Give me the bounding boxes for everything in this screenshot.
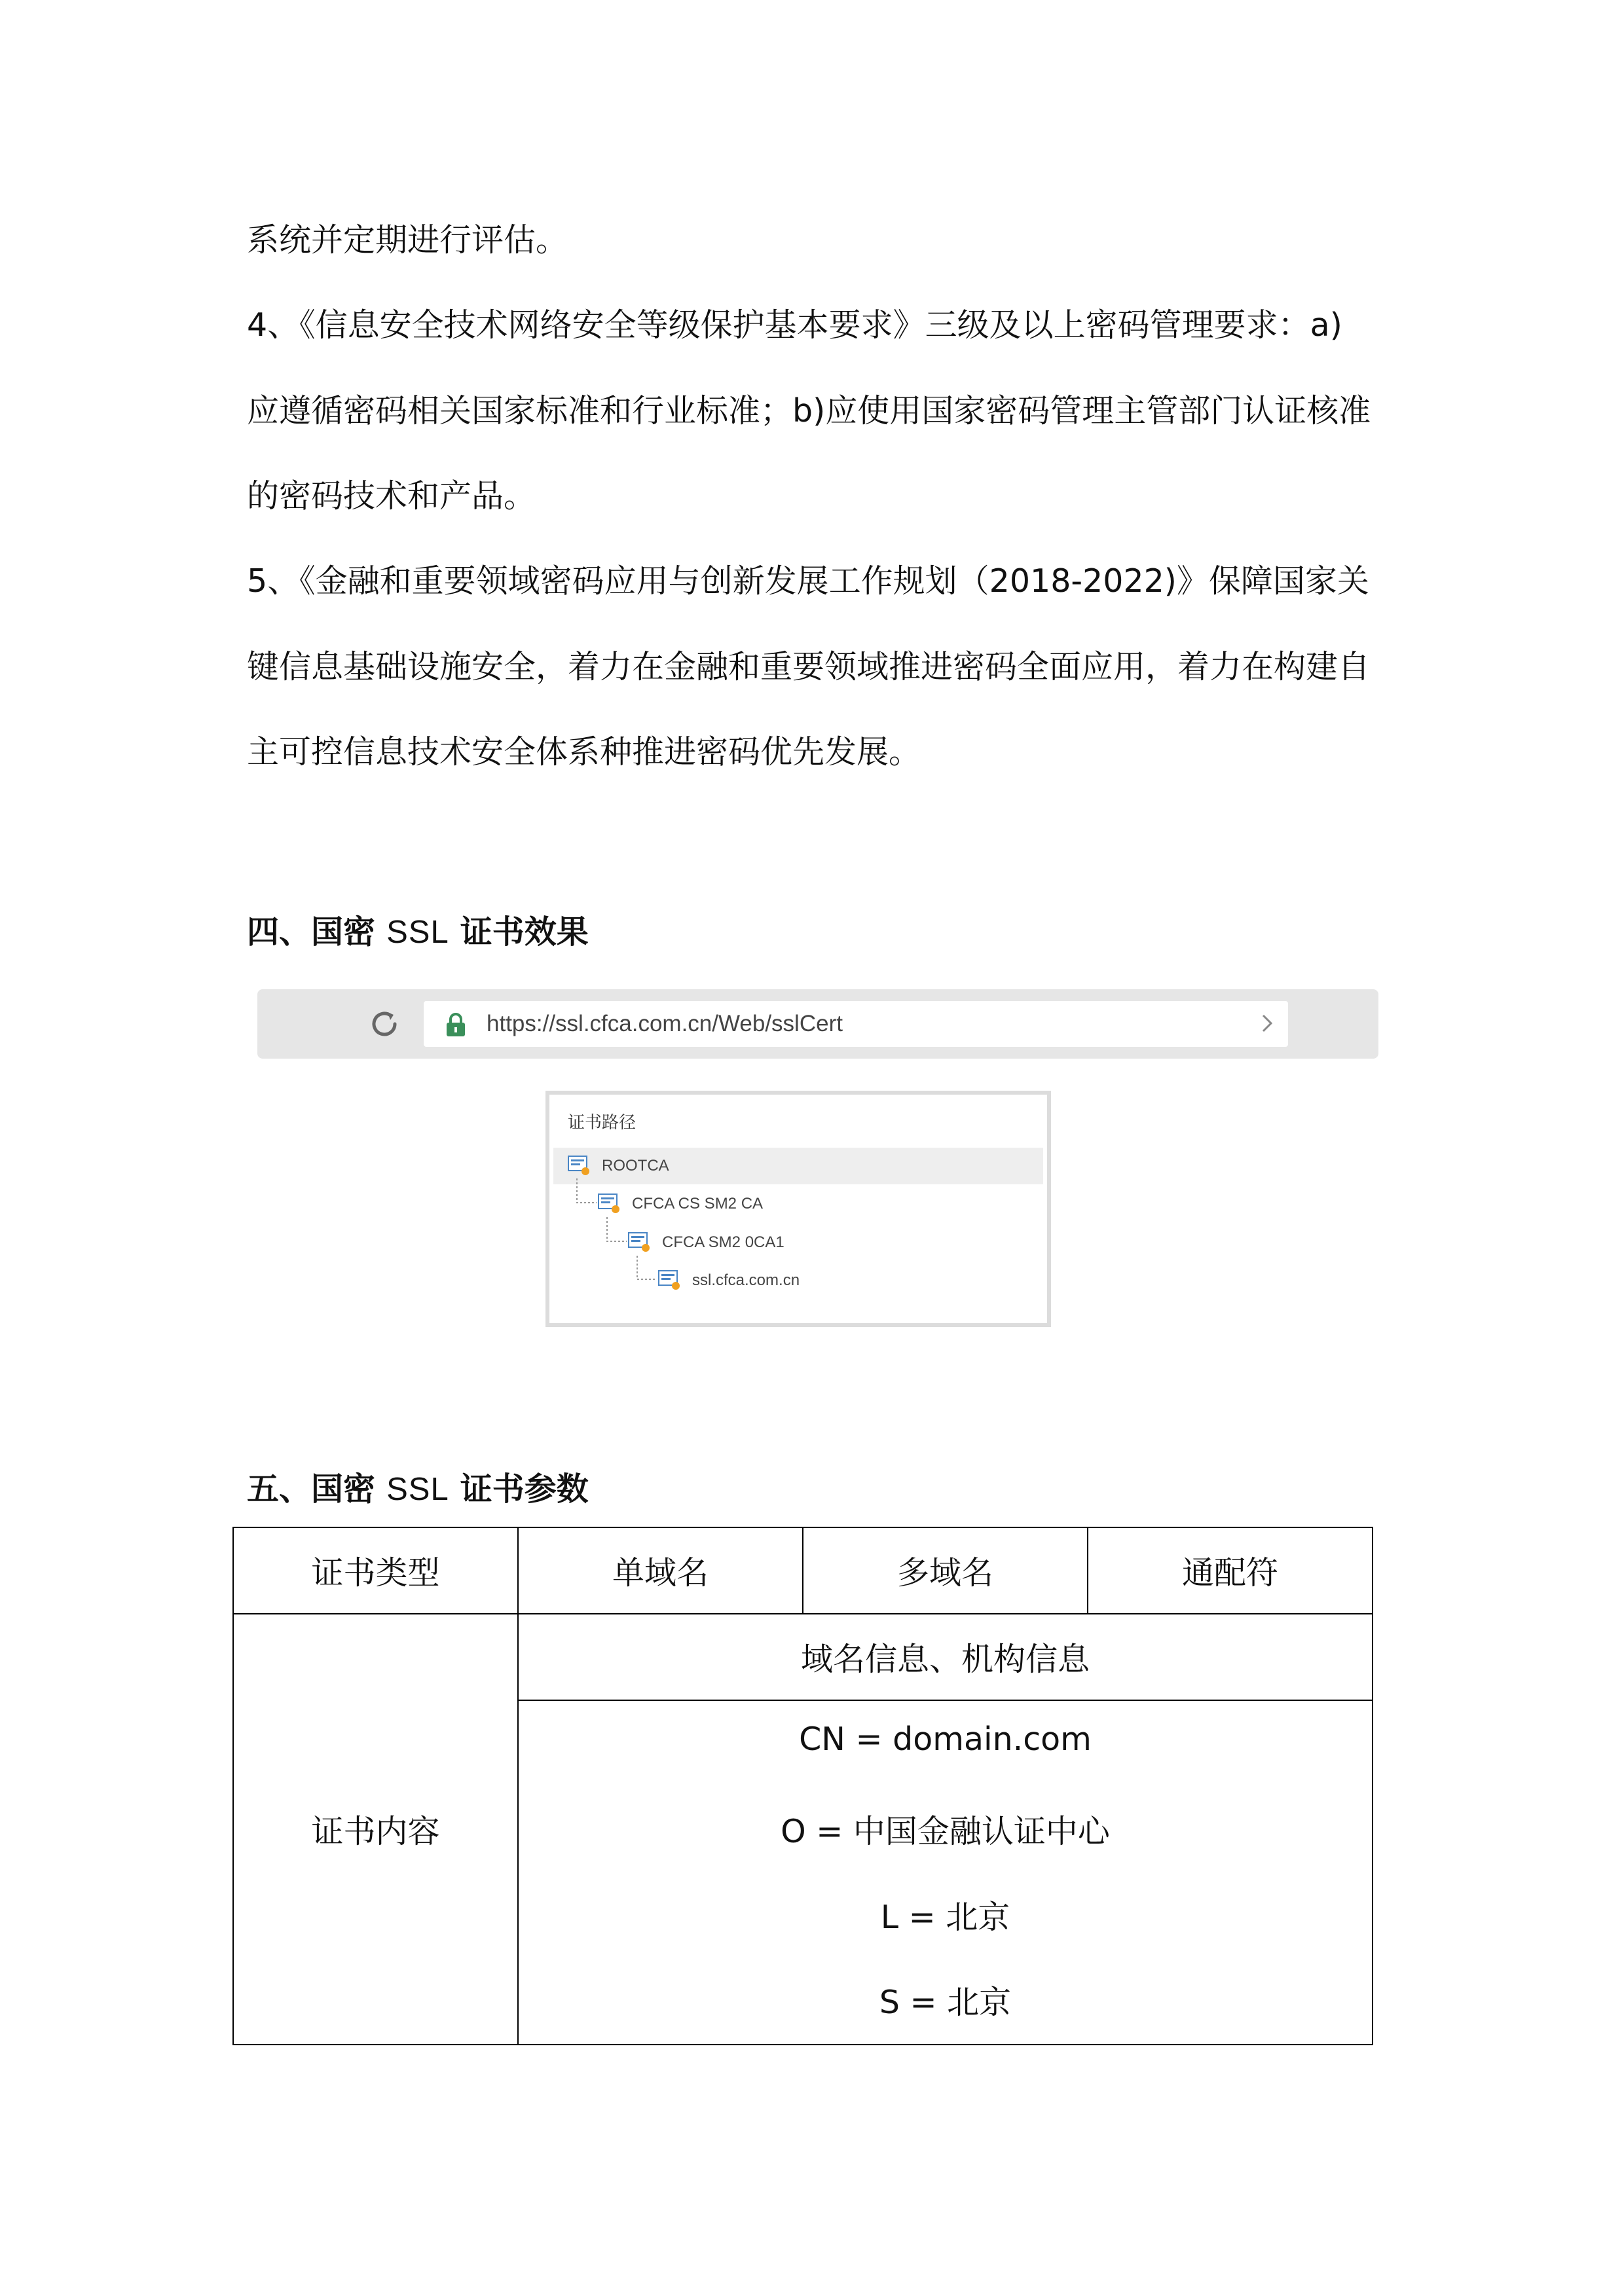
section-heading-effect <box>247 907 589 953</box>
heading-prefix: 四、国密 <box>247 913 376 951</box>
heading-suffix: 证书参数 <box>460 1470 589 1508</box>
certificate-icon <box>598 1194 621 1214</box>
browser-address-bar <box>257 989 1378 1059</box>
content-cell <box>518 1700 1373 2045</box>
url-field[interactable] <box>424 1001 1288 1047</box>
cert-label: ROOTCA <box>602 1157 669 1175</box>
content-line-l: L = 北京 <box>880 1899 1010 1936</box>
certificate-path-panel <box>545 1091 1051 1327</box>
paragraph-line: 5、《金融和重要领域密码应用与创新发展工作规划（2018-2022)》保障国家关 <box>247 562 1369 600</box>
chevron-right-icon[interactable] <box>1259 1010 1275 1036</box>
row-label-cell: 证书内容 <box>233 1614 518 2045</box>
paragraph-line: 应遵循密码相关国家标准和行业标准；b)应使用国家密码管理主管部门认证核准 <box>247 392 1371 429</box>
table-header-cell: 通配符 <box>1088 1527 1373 1614</box>
section-heading-params <box>247 1464 589 1510</box>
certificate-parameters-table <box>232 1527 1373 2045</box>
certificate-icon <box>658 1270 682 1291</box>
paragraph-line: 4、《信息安全技术网络安全等级保护基本要求》三级及以上密码管理要求：a) <box>247 306 1342 344</box>
table-header-cell: 单域名 <box>518 1527 803 1614</box>
certificate-icon <box>628 1232 652 1253</box>
table-row <box>233 1614 1373 1700</box>
heading-latin: SSL <box>386 915 449 950</box>
content-line-o: O = 中国金融认证中心 <box>781 1813 1110 1850</box>
content-line-s: S = 北京 <box>879 1984 1012 2021</box>
paragraph-line: 的密码技术和产品。 <box>247 477 536 515</box>
heading-prefix: 五、国密 <box>247 1470 376 1508</box>
table-header-cell: 多域名 <box>803 1527 1088 1614</box>
content-line-cn: CN = domain.com <box>799 1721 1092 1758</box>
reload-icon[interactable] <box>369 1008 400 1040</box>
info-cell: 域名信息、机构信息 <box>518 1614 1373 1700</box>
paragraph-line: 主可控信息技术安全体系种推进密码优先发展。 <box>247 733 921 771</box>
certificate-icon <box>568 1156 591 1176</box>
heading-suffix: 证书效果 <box>460 913 589 951</box>
heading-latin: SSL <box>386 1472 449 1507</box>
url-text: https://ssl.cfca.com.cn/Web/sslCert <box>487 1011 843 1036</box>
paragraph-line: 键信息基础设施安全，着力在金融和重要领域推进密码全面应用，着力在构建自 <box>247 648 1371 685</box>
paragraph-line: 系统并定期进行评估。 <box>247 221 568 259</box>
cert-label: ssl.cfca.com.cn <box>692 1271 800 1289</box>
table-header-cell: 证书类型 <box>233 1527 518 1614</box>
cert-label: CFCA SM2 0CA1 <box>662 1233 784 1251</box>
table-header-row <box>233 1527 1373 1614</box>
cert-label: CFCA CS SM2 CA <box>632 1195 764 1212</box>
lock-icon <box>445 1011 467 1038</box>
certificate-path-title: 证书路径 <box>568 1113 637 1133</box>
